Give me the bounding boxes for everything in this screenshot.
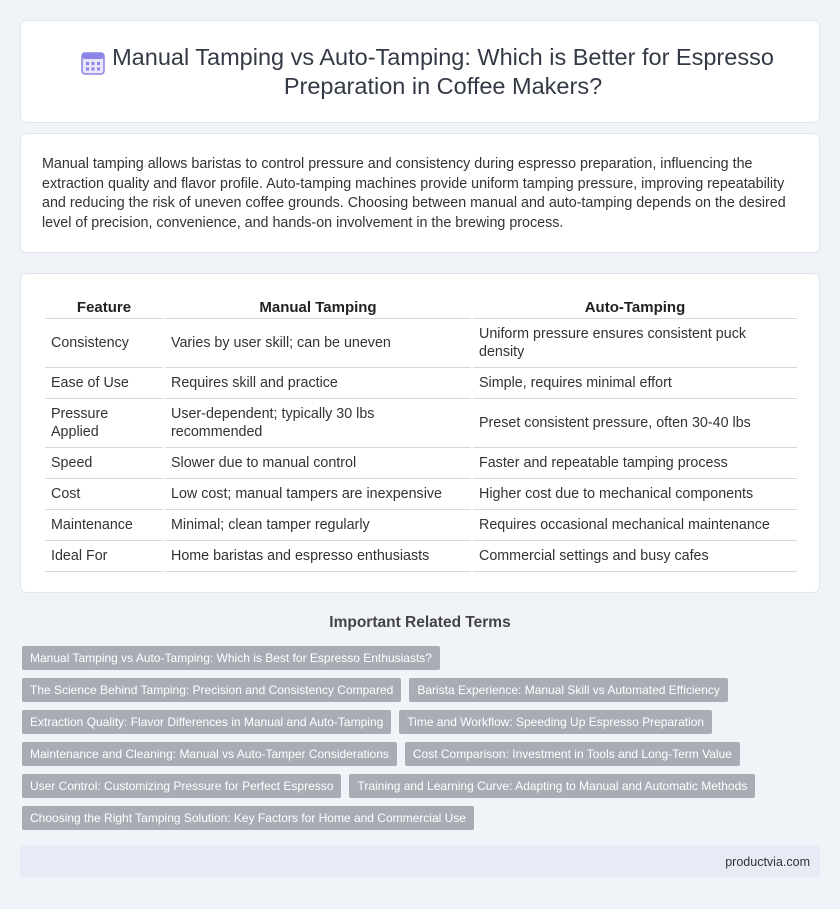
related-tag[interactable]: Choosing the Right Tamping Solution: Key Factors for Home and Commercial Use — [22, 806, 474, 830]
table-cell-feature: Maintenance — [45, 510, 163, 541]
table-cell-auto: Higher cost due to mechanical components — [473, 479, 797, 510]
table-row — [45, 368, 797, 399]
table-cell-manual: Varies by user skill; can be uneven — [165, 319, 471, 368]
related-tag[interactable]: Manual Tamping vs Auto-Tamping: Which is Best for Espresso Enthusiasts? — [22, 646, 440, 670]
table-header-row — [45, 297, 797, 319]
table-row — [45, 319, 797, 368]
calendar-grid-icon — [80, 50, 106, 76]
table-row — [45, 399, 797, 448]
table-cell-auto: Requires occasional mechanical maintenance — [473, 510, 797, 541]
footer — [20, 846, 820, 878]
table-cell-auto: Simple, requires minimal effort — [473, 368, 797, 399]
column-header-manual: Manual Tamping — [165, 297, 471, 319]
related-tag[interactable]: User Control: Customizing Pressure for Perfect Espresso — [22, 774, 341, 798]
table-cell-feature: Ideal For — [45, 541, 163, 572]
table-cell-auto: Uniform pressure ensures consistent puck density — [473, 319, 797, 368]
table-cell-manual: Low cost; manual tampers are inexpensive — [165, 479, 471, 510]
table-cell-auto: Commercial settings and busy cafes — [473, 541, 797, 572]
related-terms-heading: Important Related Terms — [329, 614, 511, 631]
comparison-table — [43, 297, 799, 572]
related-tag[interactable]: Cost Comparison: Investment in Tools and Long-Term Value — [405, 742, 740, 766]
table-cell-manual: Requires skill and practice — [165, 368, 471, 399]
table-cell-feature: Ease of Use — [45, 368, 163, 399]
footer-site-link[interactable]: productvia.com — [725, 855, 810, 869]
table-cell-feature: Pressure Applied — [45, 399, 163, 448]
intro-card — [20, 133, 820, 253]
table-row — [45, 448, 797, 479]
related-tag[interactable]: Barista Experience: Manual Skill vs Automated Efficiency — [409, 678, 728, 702]
column-header-auto: Auto-Tamping — [473, 297, 797, 319]
table-cell-manual: Minimal; clean tamper regularly — [165, 510, 471, 541]
table-cell-feature: Consistency — [45, 319, 163, 368]
table-cell-auto: Preset consistent pressure, often 30-40 lbs — [473, 399, 797, 448]
page-title: Manual Tamping vs Auto-Tamping: Which is Better for Espresso Preparation in Coffee Makers? — [112, 43, 774, 99]
table-row — [45, 510, 797, 541]
table-cell-manual: Slower due to manual control — [165, 448, 471, 479]
related-tag[interactable]: Maintenance and Cleaning: Manual vs Auto-Tamper Considerations — [22, 742, 397, 766]
related-tag[interactable]: Time and Workflow: Speeding Up Espresso Preparation — [399, 710, 712, 734]
related-tag[interactable]: Extraction Quality: Flavor Differences in Manual and Auto-Tamping — [22, 710, 391, 734]
related-tags — [22, 646, 822, 838]
comparison-card — [20, 273, 820, 593]
table-cell-manual: Home baristas and espresso enthusiasts — [165, 541, 471, 572]
table-row — [45, 541, 797, 572]
related-tag[interactable]: Training and Learning Curve: Adapting to Manual and Automatic Methods — [349, 774, 755, 798]
table-row — [45, 479, 797, 510]
title-card — [20, 20, 820, 123]
intro-paragraph: Manual tamping allows baristas to control pressure and consistency during espresso preparation, influencing the extraction quality and flavor profile. Auto-tamping machines provide uniform tamping pressure, improving repeatability and reducing the risk of uneven coffee grounds. Choosing between manual and auto-tamping depends on the desired level of precision, convenience, and hands-on involvement in the brewing process. — [42, 156, 786, 231]
table-cell-feature: Cost — [45, 479, 163, 510]
table-cell-feature: Speed — [45, 448, 163, 479]
related-tag[interactable]: The Science Behind Tamping: Precision and Consistency Compared — [22, 678, 401, 702]
table-cell-auto: Faster and repeatable tamping process — [473, 448, 797, 479]
table-cell-manual: User-dependent; typically 30 lbs recommended — [165, 399, 471, 448]
column-header-feature: Feature — [45, 297, 163, 319]
